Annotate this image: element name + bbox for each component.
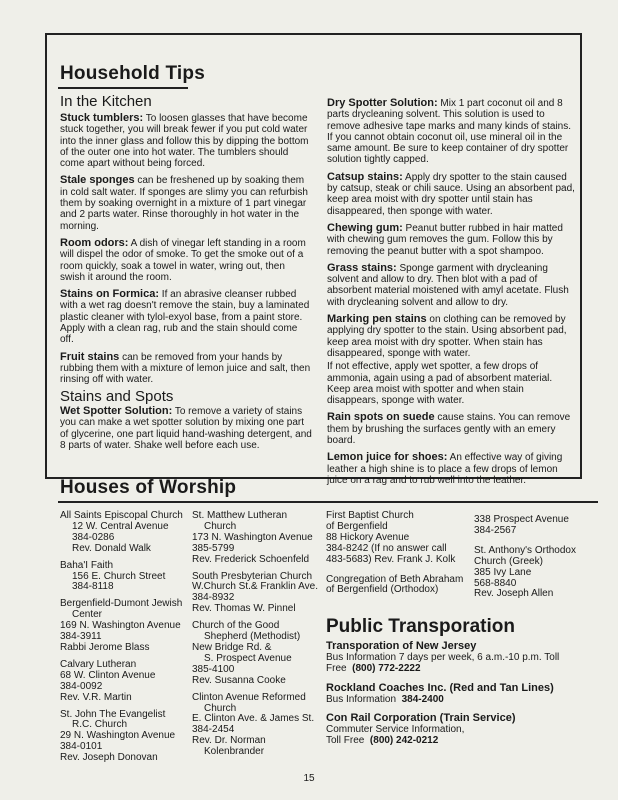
church-entry: St. Anthony's Orthodox Church (Greek) 385 Ivy Lane 568-8840 Rev. Joseph Allen: [474, 544, 576, 600]
worship-col-3: [326, 511, 471, 602]
tip: Stains on Formica: If an abrasive cleanser rubbed with a wet rag doesn't remove the stain, buy a laminated plastic cleaner with tylol-exyol base, from a paint store. Apply with a clean rag, rub and the stain should come off.: [60, 288, 310, 346]
tip: Fruit stains can be removed from your hands by rubbing them with a mixture of lemon juice and salt, then rinsing off with water.: [60, 350, 311, 386]
tip: Wet Spotter Solution: To remove a variety of stains you can make a wet spotter solution by mixing one part of glycerine, one part liquid hand-washing detergent, and 8 parts of water. Shake well before each use.: [60, 405, 312, 451]
tip: If not effective, apply wet spotter, a few drops of ammonia, again using a pad of absorbent material. Keep area moist with spotter and when stain disappears, sponge with water.: [327, 361, 553, 407]
church-entry: Bergenfield-Dumont Jewish Center 169 N. Washington Avenue 384-3911 Rabbi Jerome Blass: [60, 598, 183, 653]
tip: Stuck tumblers: To loosen glasses that have become stuck together, you will break fewer if you put cold water into the inner glass and follow this by dipping the bottom of the outer one into hot water. The tumblers should come apart without being forced.: [60, 112, 309, 170]
transport-rockland: Rockland Coaches Inc. (Red and Tan Lines) Bus Information 384-2400: [326, 682, 554, 705]
church-entry: Calvary Lutheran 68 W. Clinton Avenue 384-0092 Rev. V.R. Martin: [60, 658, 156, 703]
title-underline: [58, 87, 188, 89]
worship-col-4: [474, 515, 592, 606]
tip: Chewing gum: Peanut butter rubbed in hair matted with chewing gum removes the gum. Follow this by removing the peanut butter with a spot shampoo.: [327, 221, 563, 257]
church-entry: First Baptist Church of Bergenfield 88 Hickory Avenue 384-8242 (If no answer call 483-5683) Rev. Frank J. Kolk: [326, 510, 456, 565]
page-number: 15: [303, 773, 315, 784]
worship-col-1: [60, 511, 188, 770]
stains-tips: [60, 406, 312, 457]
church-entry: St. Matthew Lutheran Church 173 N. Washington Avenue 385-5799 Rev. Frederick Schoenfeld: [192, 510, 313, 565]
tip: Marking pen stains on clothing can be removed by applying dry spotter to the stain. Using absorbent pad, keep area moist with dry spotter. When stain has disappeared, sponge with water.: [327, 313, 567, 359]
church-entry: South Presbyterian Church W.Church St.& Franklin Ave. 384-8932 Rev. Thomas W. Pinnel: [192, 570, 318, 615]
church-entry: 338 Prospect Avenue 384-2567: [474, 514, 569, 536]
kitchen-tips: [60, 113, 312, 392]
tip: Room odors: A dish of vinegar left standing in a room will dispel the odor of smoke. To get the smoke out of a room quickly, soak a towel in water, wring out, then swish it around the room.: [60, 236, 306, 283]
church-entry: Clinton Avenue Reformed Church E. Clinton Ave. & James St. 384-2454 Rev. Dr. Norman Kolenbrander: [192, 691, 315, 758]
church-entry: Baha'I Faith 156 E. Church Street 384-8118: [60, 559, 166, 593]
transport-nj: Transporation of New Jersey Bus Information 7 days per week, 6 a.m.-10 p.m. Toll Free (800) 772-2222: [326, 640, 560, 674]
church-entry: All Saints Episcopal Church 12 W. Central Avenue 384-0286 Rev. Donald Walk: [60, 510, 183, 554]
right-column-tips: [327, 98, 575, 492]
tip: Grass stains: Sponge garment with drycleaning solvent and allow to dry. Then blot with a pad of absorbent material moistened with amyl acetate. Flush with drycleaning solvent and allow to dry.: [327, 261, 569, 308]
church-entry: Church of the Good Shepherd (Methodist) New Bridge Rd. & S. Prospect Avenue 385-4100 Rev. Susanna Cooke: [192, 620, 301, 686]
church-entry: Congregation of Beth Abraham of Bergenfield (Orthodox): [326, 573, 464, 596]
stains-heading: Stains and Spots: [60, 388, 174, 405]
church-entry: St. John The Evangelist R.C. Church 29 N. Washington Avenue 384-0101 Rev. Joseph Donovan: [60, 708, 176, 764]
tip: Dry Spotter Solution: Mix 1 part coconut oil and 8 parts drycleaning solvent. This solution is used to remove adhesive tape marks and many kinds of stains. If you cannot obtain coconut oil, use mineral oil in the same amount. Be sure to keep container of dry spotter solution tightly capped.: [327, 97, 572, 166]
tip: Catsup stains: Apply dry spotter to the stain caused by catsup, steak or chili sauce. Using an absorbent pad, keep area moist with dry spotter until stain has disappeared, then sponge with water.: [327, 170, 575, 217]
tip: Rain spots on suede cause stains. You can remove them by brushing the surfaces gently with an emery board.: [327, 411, 571, 447]
public-transportation-title: Public Transporation: [326, 616, 515, 637]
worship-col-2: [192, 511, 322, 764]
tip: Stale sponges can be freshened up by soaking them in cold salt water. If sponges are slimy you can refurbish them by soaking overnight in a mixture of 1 part vinegar and 2 parts water. Rinse thoroughly in hot water in the morning.: [60, 174, 308, 232]
tip: Lemon juice for shoes: An effective way of giving leather a high shine is to place a few drops of lemon juice on a rag and to rub well into the leather.: [327, 451, 563, 486]
transport-conrail: Con Rail Corporation (Train Service) Commuter Service Information, Toll Free (800) 242-0212: [326, 712, 516, 746]
household-tips-title: Household Tips: [60, 63, 205, 84]
worship-underline: [58, 501, 598, 503]
houses-of-worship-title: Houses of Worship: [60, 477, 237, 498]
kitchen-heading: In the Kitchen: [60, 93, 152, 110]
